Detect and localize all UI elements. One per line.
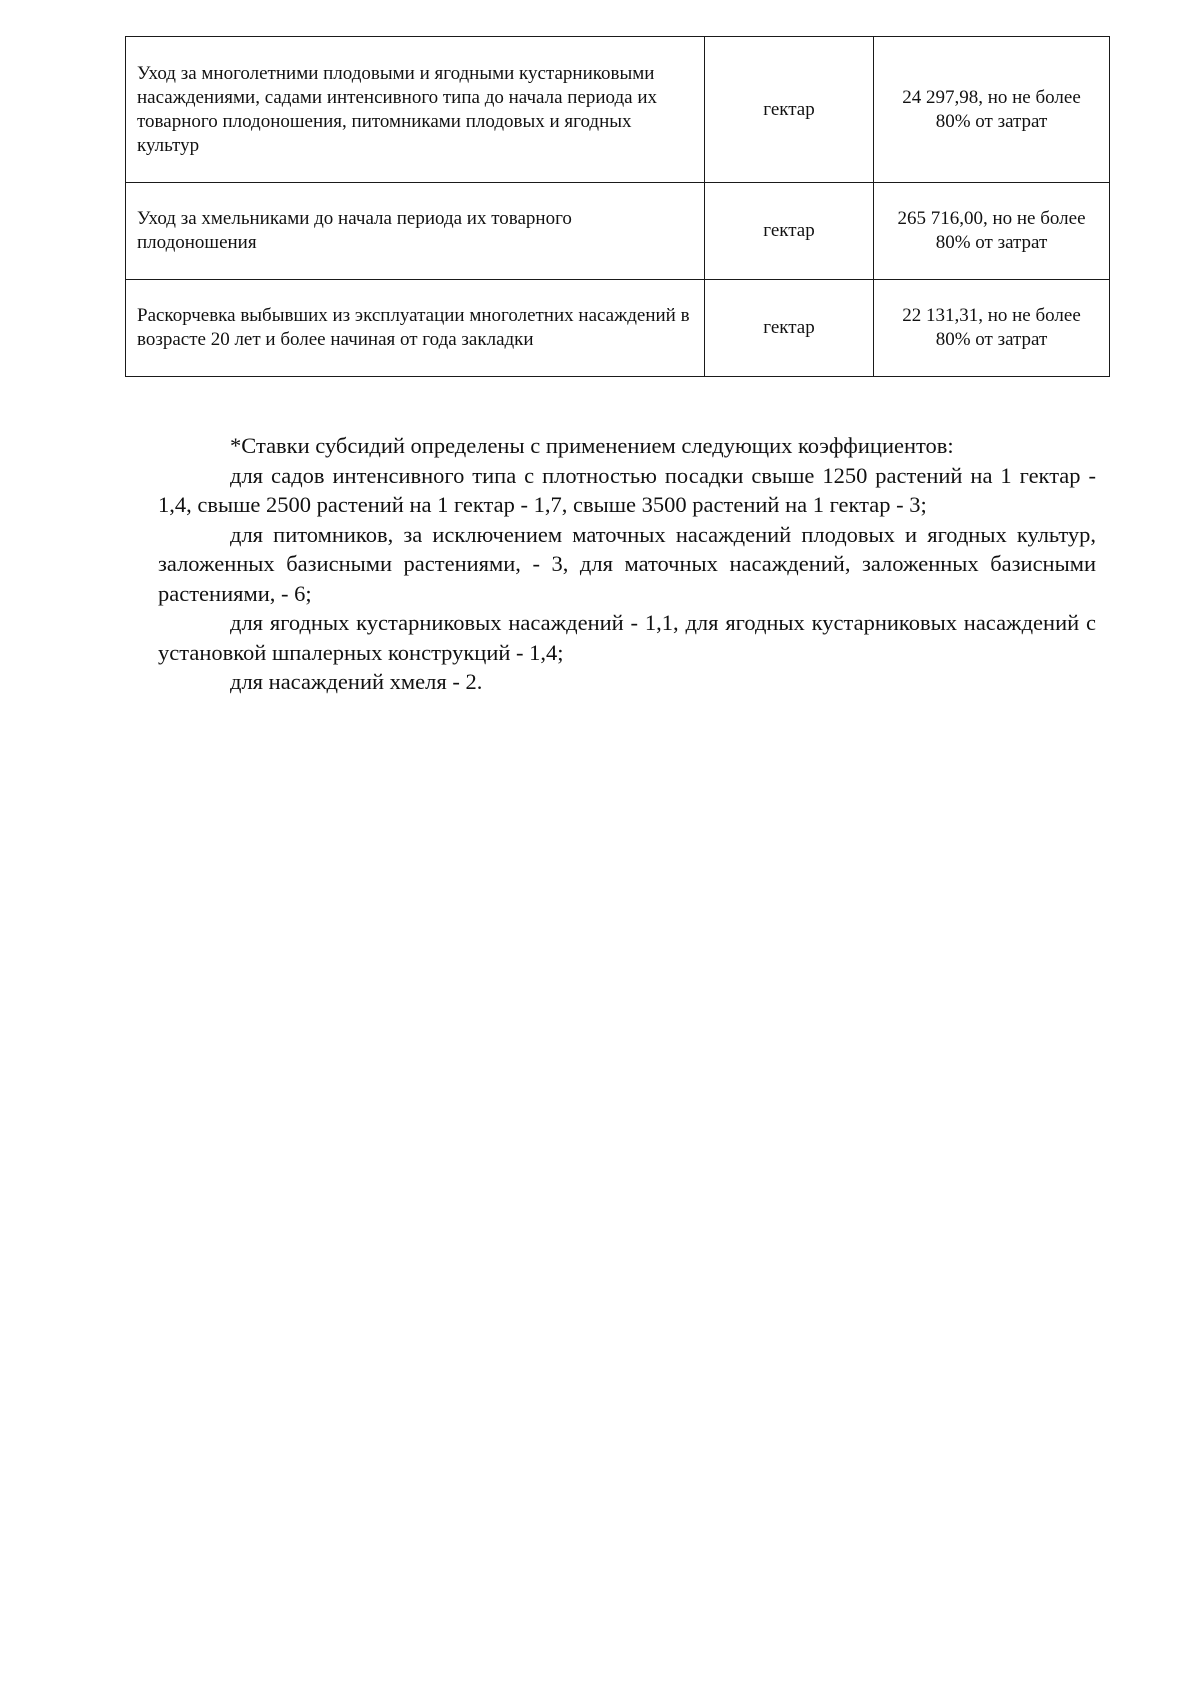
work-type-cell: Уход за многолетними плодовыми и ягодными кустарниковыми насаждениями, садами интенсивного типа до начала периода их товарного плодоношения, питомниками плодовых и ягодных культур bbox=[126, 37, 705, 183]
rate-cell bbox=[874, 280, 1110, 377]
note-paragraph-hops: для насаждений хмеля - 2. bbox=[230, 669, 483, 694]
table-row bbox=[126, 280, 1110, 377]
rate-limit: 80% от затрат bbox=[935, 232, 1048, 253]
subsidy-rates-table bbox=[125, 36, 1110, 377]
work-type-cell: Уход за хмельниками до начала периода их товарного плодоношения bbox=[126, 183, 705, 280]
unit-cell: гектар bbox=[705, 183, 874, 280]
rate-cell bbox=[874, 37, 1110, 183]
note-paragraph-nurseries: для питомников, за исключением маточных насаждений плодовых и ягодных культур, заложенных базисными растениями, - 3, для маточных насаждений, заложенных базисными растениями, - 6; bbox=[158, 521, 1096, 606]
unit-cell: гектар bbox=[705, 37, 874, 183]
rate-value: 265 716,00, но не более bbox=[897, 208, 1086, 229]
rate-cell bbox=[874, 183, 1110, 280]
notes-heading: *Ставки субсидий определены с применением следующих коэффициентов: bbox=[230, 433, 954, 458]
unit-cell: гектар bbox=[705, 280, 874, 377]
rate-limit: 80% от затрат bbox=[935, 110, 1048, 132]
table-row bbox=[126, 183, 1110, 280]
work-type-cell: Раскорчевка выбывших из эксплуатации многолетних насаждений в возрасте 20 лет и более начиная от года закладки bbox=[126, 280, 705, 377]
note-paragraph-berries: для ягодных кустарниковых насаждений - 1,1, для ягодных кустарниковых насаждений с установкой шпалерных конструкций - 1,4; bbox=[158, 610, 1096, 665]
rate-value: 22 131,31, но не более bbox=[902, 305, 1081, 326]
rate-value: 24 297,98, но не более bbox=[902, 86, 1081, 108]
note-paragraph-gardens: для садов интенсивного типа с плотностью посадки свыше 1250 растений на 1 гектар - 1,4, свыше 2500 растений на 1 гектар - 1,7, свыше 3500 растений на 1 гектар - 3; bbox=[158, 462, 1096, 517]
rate-limit: 80% от затрат bbox=[935, 329, 1048, 350]
coefficients-notes bbox=[158, 431, 1096, 697]
table-row bbox=[126, 37, 1110, 183]
